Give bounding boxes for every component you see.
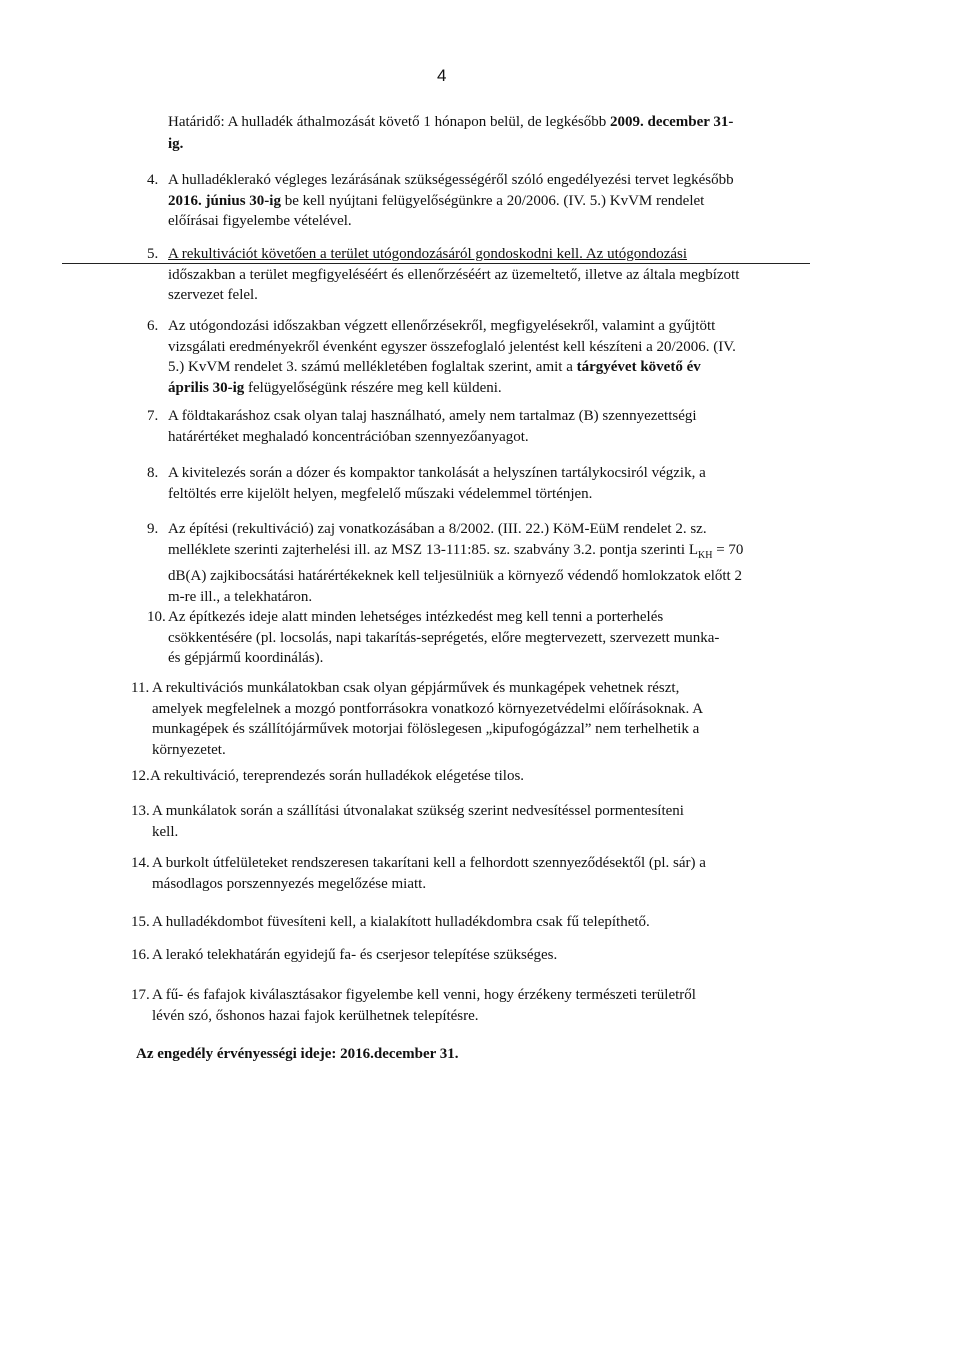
item-text-part: A munkálatok során a szállítási útvonalakat szükség szerint nedvesítéssel pormentesíteni kell.	[152, 803, 684, 840]
item-text-part: tárgyévet követő év április 30-ig	[168, 359, 701, 396]
item-text	[152, 801, 712, 842]
item-text-part: Az építkezés ideje alatt minden lehetséges intézkedést meg kell tenni a porterhelés csökkentésére (pl. locsolás, napi takarítás-seprégetés, előre megtervezett, szervezett munka- és gépjármű koordinálás).	[168, 609, 720, 666]
item-text-part: Az utógondozási időszakban végzett ellenőrzésekről, megfigyelésekről, valamint a gyűjtött vizsgálati eredményekről évenként egyszer összefoglaló jelentést kell készíteni a 20/2006. (IV. 5.) KvVM rendelet 3. számú mellékletében foglaltak szerint, amit a	[168, 318, 736, 375]
list-item	[131, 985, 730, 1026]
item-text	[150, 766, 650, 787]
item-number: 15.	[131, 914, 150, 930]
item-number: 17.	[131, 987, 150, 1003]
item-number: 14.	[131, 855, 150, 871]
item-text-part: KH	[697, 549, 713, 561]
item-number: 11.	[131, 680, 150, 696]
item-text-part: A fű- és fafajok kiválasztásakor figyelembe kell venni, hogy érzékeny természeti területről lévén szó, őshonos hazai fajok kerülhetnek telepítésre.	[152, 987, 696, 1024]
item-number: 10.	[147, 609, 166, 625]
deadline-text: Határidő: A hulladék áthalmozását követő 1 hónapon belül, de legkésőbb	[168, 114, 610, 130]
item-text-part: A lerakó telekhatárán egyidejű fa- és cserjesor telepítése szükséges.	[152, 947, 558, 963]
item-text	[168, 607, 730, 669]
item-number: 9.	[147, 521, 159, 537]
item-number: 7.	[147, 408, 159, 424]
item-text	[152, 853, 730, 894]
list-item	[147, 406, 738, 447]
item-number: 16.	[131, 947, 150, 963]
item-text	[168, 316, 744, 398]
list-item	[131, 853, 730, 894]
item-text-part: A kivitelezés során a dózer és kompaktor tankolását a helyszínen tartálykocsiról végzik, a feltöltés erre kijelölt helyen, megfelelő műszaki védelemmel történjen.	[168, 465, 706, 502]
item-text	[168, 519, 746, 607]
list-item	[147, 607, 730, 669]
item-text	[168, 244, 748, 306]
item-number: 13.	[131, 803, 150, 819]
item-text	[168, 406, 738, 447]
list-item	[131, 801, 712, 842]
deadline-paragraph	[168, 111, 738, 155]
deadline-date: 2009. december 31-ig.	[168, 114, 734, 152]
list-item	[147, 519, 746, 607]
item-text	[152, 945, 722, 966]
list-item	[147, 170, 738, 232]
item-number: 5.	[147, 246, 159, 262]
list-item	[131, 766, 650, 787]
item-text-part: Az építési (rekultiváció) zaj vonatkozásában a 8/2002. (III. 22.) KöM-EüM rendelet 2. sz. melléklete szerinti zajterhelési ill. az MSZ 13-111:85. sz. szabvány 3.2. pontja szerinti L	[168, 521, 707, 558]
page-number: 4	[437, 66, 447, 85]
item-number: 12.	[131, 768, 150, 784]
item-text	[152, 985, 730, 1026]
item-text-part: A földtakaráshoz csak olyan talaj használható, amely nem tartalmaz (B) szennyezettségi határértéket meghaladó koncentrációban szennyezőanyagot.	[168, 408, 697, 445]
item-number: 6.	[147, 318, 159, 334]
item-text-part: időszakban a terület megfigyeléséért és ellenőrzéséért az üzemeltető, illetve az általa megbízott szervezet felel.	[168, 266, 740, 303]
item-text-part: A burkolt útfelületeket rendszeresen takarítani kell a felhordott szennyeződésektől (pl. sár) a másodlagos porszennyezés megelőzése miatt.	[152, 855, 706, 892]
validity-statement: Az engedély érvényességi ideje: 2016.december 31.	[136, 1046, 459, 1062]
item-text-part: A rekultivációt követően a terület utógondozásáról gondoskodni kell. Az utógondozási	[168, 246, 688, 262]
item-text-part: A hulladékdombot füvesíteni kell, a kialakított hulladékdombra csak fű telepíthető.	[152, 914, 650, 930]
item-text-part: = 70 dB(A) zajkibocsátási határértékeknek kell teljesülniük a környező védendő homlokzatok előtt 2 m-re ill., a telekhatáron.	[168, 541, 744, 605]
item-text-part: A rekultivációs munkálatokban csak olyan gépjárművek és munkagépek vehetnek részt, amelyek megfelelnek a mozgó pontforrásokra vonatkozó környezetvédelmi előírásoknak. A munkagépek és szállítójárművek motorjai fölöslegesen „kipufogógázzal” nem terhelhetik a környezetet.	[152, 680, 703, 758]
item-text-part: A rekultiváció, tereprendezés során hulladékok elégetése tilos.	[150, 768, 525, 784]
item-text	[152, 912, 722, 933]
list-item	[147, 316, 744, 398]
list-item	[147, 463, 743, 504]
item-number: 4.	[147, 172, 159, 188]
item-text	[168, 170, 738, 232]
item-text	[168, 463, 743, 504]
list-item	[131, 912, 722, 933]
item-number: 8.	[147, 465, 159, 481]
list-item	[147, 244, 748, 306]
item-text	[152, 678, 730, 760]
item-text-part: A hulladéklerakó végleges lezárásának szükségességéről szóló engedélyezési tervet legkésőbb	[168, 172, 734, 188]
list-item	[131, 945, 722, 966]
item-text-part: felügyelőségünk részére meg kell küldeni.	[244, 379, 502, 396]
list-item	[131, 678, 730, 760]
item-text-part: be kell nyújtani felügyelőségünkre a 20/2006. (IV. 5.) KvVM rendelet előírásai figyelembe vételével.	[168, 192, 705, 229]
item-text-part: 2016. június 30-ig	[168, 192, 281, 209]
